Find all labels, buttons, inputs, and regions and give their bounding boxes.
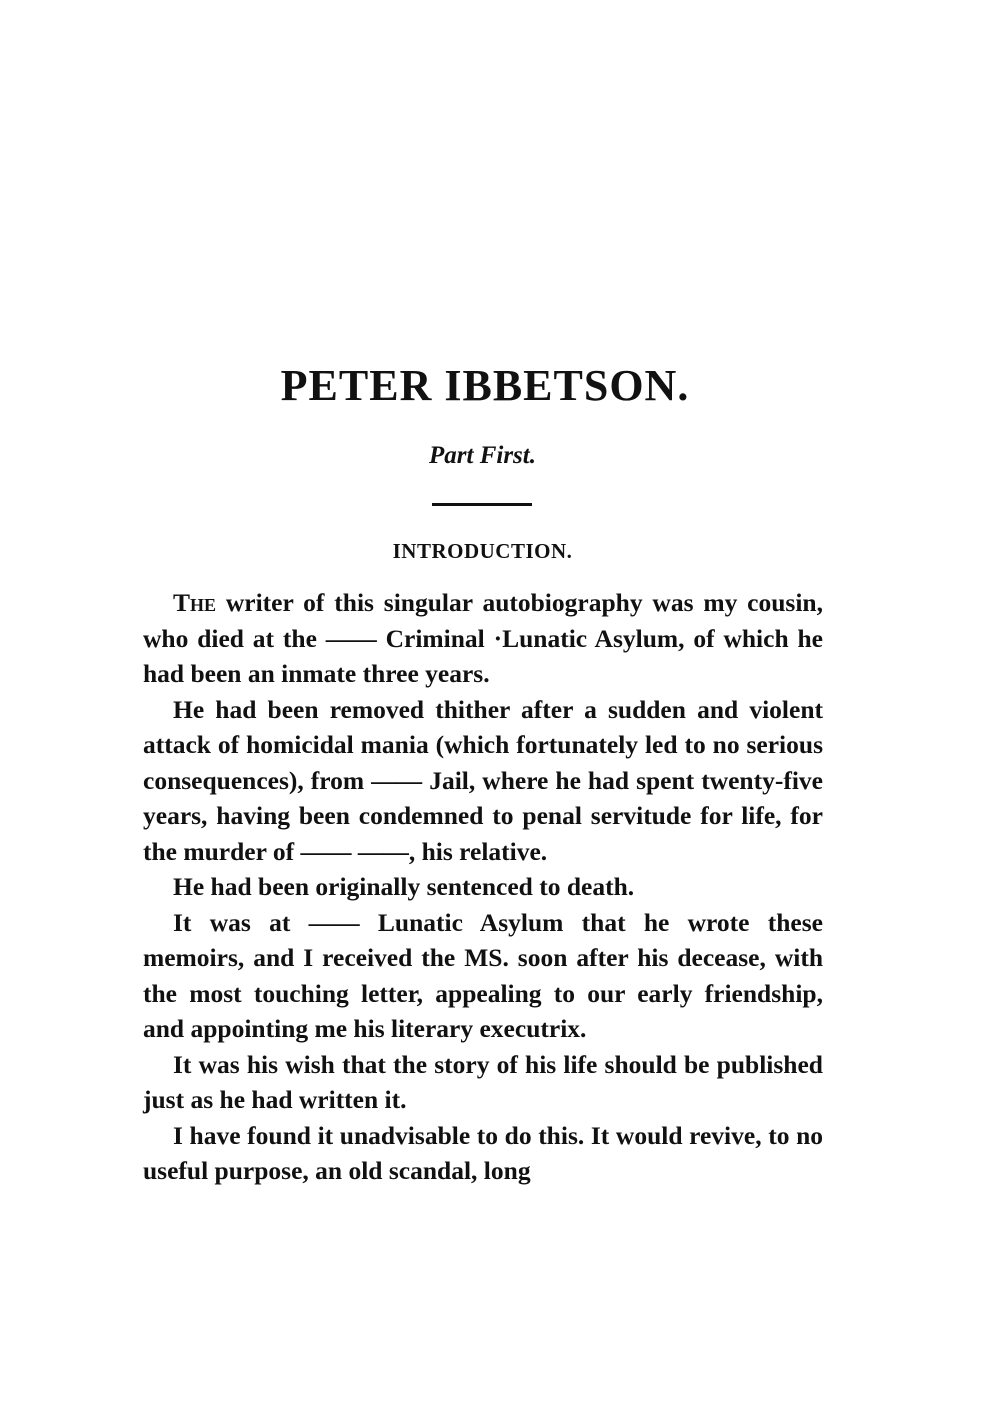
paragraph bbox=[143, 692, 823, 870]
paragraph-text: It was his wish that the story of his life should be published just as he had written it. bbox=[143, 1049, 823, 1114]
paragraph bbox=[143, 905, 823, 1047]
drop-lead: The bbox=[173, 588, 217, 617]
paragraph bbox=[143, 585, 823, 692]
paragraph-text: He had been removed thither after a sudden and violent attack of homicidal mania (which fortunately led to no serious consequences), from —— Jail, where he had spent twenty-five years, having been condemned to penal servitude for life, for the murder of —— ——, his relative. bbox=[143, 694, 823, 866]
paragraph-text: writer of this singular autobiography was my cousin, who died at the —— Criminal ·Lunatic Asylum, of which he had been an inmate three years. bbox=[143, 588, 823, 688]
paragraph bbox=[143, 869, 823, 905]
section-heading: INTRODUCTION. bbox=[392, 539, 573, 563]
paragraph bbox=[143, 1047, 823, 1118]
part-heading: Part First. bbox=[429, 442, 536, 469]
paragraph bbox=[143, 1118, 823, 1189]
body-text bbox=[143, 585, 823, 1189]
section-divider bbox=[432, 503, 532, 506]
paragraph-text: It was at —— Lunatic Asylum that he wrote these memoirs, and I received the MS. soon after his decease, with the most touching letter, appealing to our early friendship, and appointing me his literary executrix. bbox=[143, 907, 823, 1043]
paragraph-text: I have found it unadvisable to do this. It would revive, to no useful purpose, an old scandal, long bbox=[143, 1120, 823, 1185]
paragraph-text: He had been originally sentenced to death. bbox=[173, 872, 635, 901]
book-title: PETER IBBETSON. bbox=[280, 361, 690, 410]
